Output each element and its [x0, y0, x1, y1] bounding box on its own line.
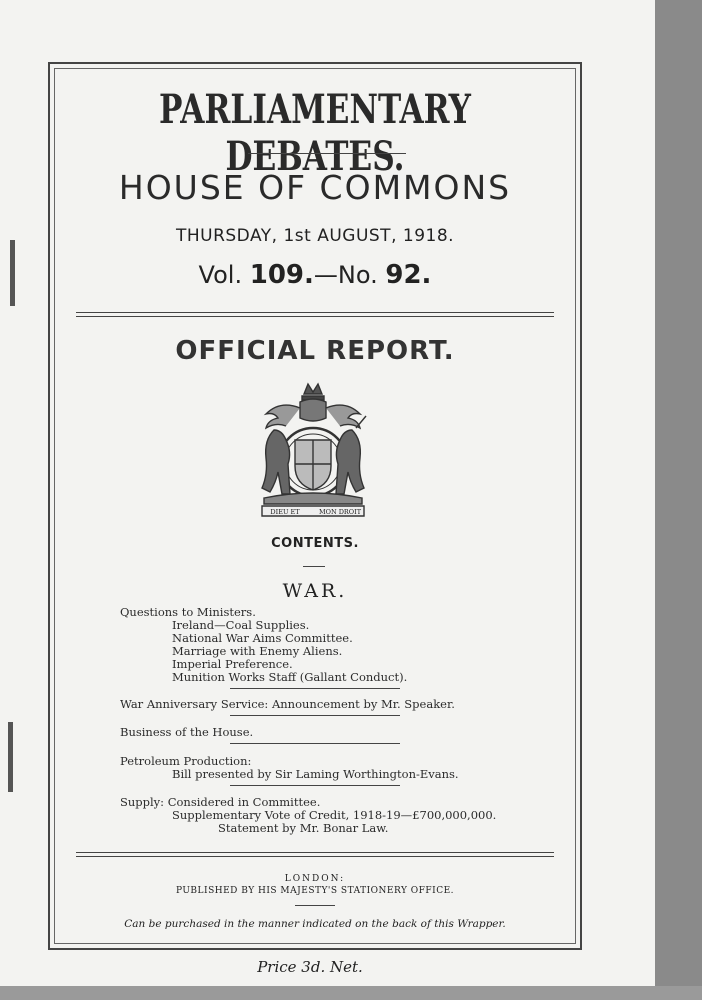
- toc-divider: [230, 688, 400, 689]
- war-section-heading: WAR.: [282, 580, 348, 602]
- toc-item-business: Business of the House.: [120, 725, 254, 739]
- toc-subitem: Bill presented by Sir Laming Worthington-Evans.: [172, 767, 459, 781]
- binding-mark-top: [10, 240, 15, 306]
- footer-london: LONDON:: [284, 874, 346, 884]
- header-double-rule: [76, 312, 554, 317]
- price-label: Price 3d. Net.: [257, 958, 363, 976]
- vol-prefix: Vol.: [198, 261, 243, 289]
- crest-motto-right: MON DROIT: [318, 508, 362, 516]
- report-title: OFFICIAL REPORT.: [175, 336, 455, 366]
- footer-double-rule: [76, 852, 554, 857]
- volume-number: [54, 260, 576, 290]
- toc-divider: [230, 785, 400, 786]
- toc-divider: [230, 715, 400, 716]
- toc-subitem: Munition Works Staff (Gallant Conduct).: [172, 670, 408, 684]
- crest-motto-left: DIEU ET: [270, 508, 300, 516]
- footer-purchase-note: Can be purchased in the manner indicated on the back of this Wrapper.: [124, 918, 506, 930]
- toc-subitem: Supplementary Vote of Credit, 1918-19—£700,000,000.: [172, 808, 497, 822]
- toc-item-war-anniversary: War Anniversary Service: Announcement by Mr. Speaker.: [120, 697, 455, 711]
- toc-subitem: Imperial Preference.: [172, 657, 293, 671]
- toc-subitem: Marriage with Enemy Aliens.: [172, 644, 343, 658]
- issue-number: 92.: [385, 260, 432, 290]
- toc-item-questions: Questions to Ministers.: [120, 605, 256, 619]
- royal-coat-of-arms: [252, 380, 374, 522]
- no-prefix: —No.: [313, 261, 378, 289]
- contents-rule: [303, 566, 325, 567]
- footer-publisher: PUBLISHED BY HIS MAJESTY'S STATIONERY OFFICE.: [175, 886, 455, 896]
- toc-subitem: Statement by Mr. Bonar Law.: [218, 821, 389, 835]
- toc-subitem: Ireland—Coal Supplies.: [172, 618, 310, 632]
- page-shadow: [0, 986, 702, 1000]
- vol-number: 109.: [249, 260, 314, 290]
- sitting-date: THURSDAY, 1st AUGUST, 1918.: [175, 226, 455, 246]
- toc-item-supply: Supply: Considered in Committee.: [120, 795, 321, 809]
- footer-rule: [295, 905, 335, 906]
- binding-mark-bottom: [8, 722, 13, 792]
- contents-heading: CONTENTS.: [271, 536, 359, 551]
- title-rule: [248, 153, 406, 154]
- toc-item-petroleum: Petroleum Production:: [120, 754, 252, 768]
- toc-divider: [230, 743, 400, 744]
- publication-title: PARLIAMENTARY DEBATES.: [159, 86, 471, 180]
- house-title: HOUSE OF COMMONS: [118, 168, 512, 207]
- toc-subitem: National War Aims Committee.: [172, 631, 353, 645]
